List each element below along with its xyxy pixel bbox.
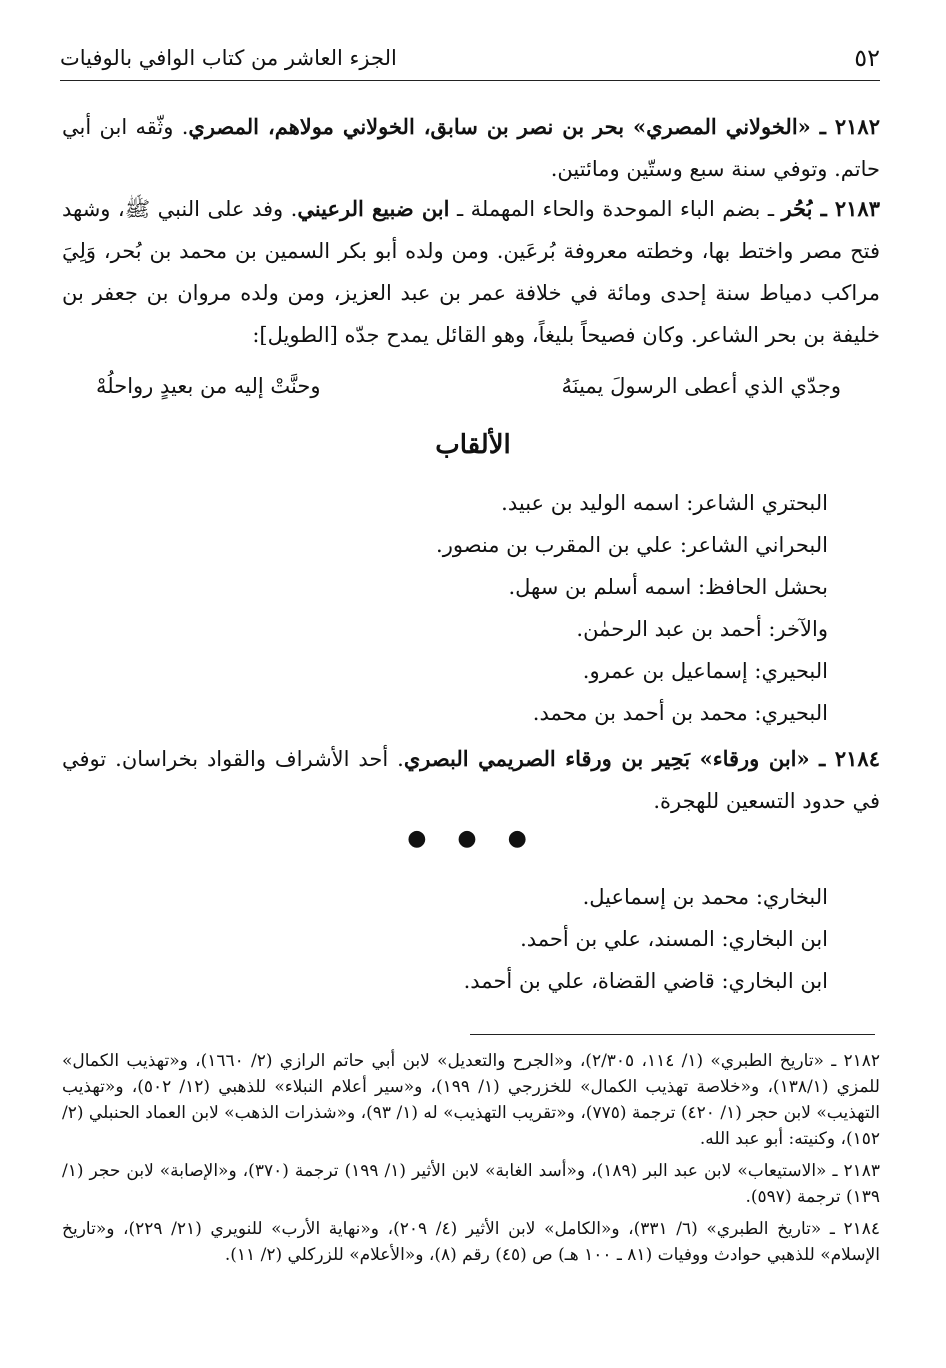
alias-item: بحشل الحافظ: اسمه أسلم بن سهل. bbox=[508, 575, 828, 599]
footnote-divider bbox=[470, 1034, 875, 1035]
entry-2183 bbox=[62, 188, 880, 356]
entry-2183-heading: ٢١٨٣ ـ بُحُر bbox=[781, 196, 880, 221]
footnote-2182: ٢١٨٢ ـ «تاريخ الطبري» (١/ ١١٤، ٢/٣٠٥)، و«الجرح والتعديل» لابن أبي حاتم الرازي (٢/ ١٦٦٠)، و«تهذيب الكمال» للمزي (١٣٨/١)، و«خلاصة تهذيب الكمال» للخزرجي (١/ ١٩٩)، و«سير أعلام النبلاء» للذهبي (١٢/ ٥٠٢)، و«تهذيب التهذيب» لابن حجر (١/ ٤٢٠) ترجمة (٧٧٥)، و«تقريب التهذيب» له (١/ ٩٣)، و«شذرات الذهب» لابن العماد الحنبلي (٢/ ١٥٢)، وكنيته: أبو عبد الله. bbox=[62, 1051, 880, 1149]
footnotes bbox=[62, 1048, 880, 1274]
page-number: ٥٢ bbox=[854, 44, 880, 72]
verse-second-hemistich: وحنَّتْ إليه من بعيدٍ رواحلُهْ bbox=[96, 374, 321, 398]
alias-item: البحيري: محمد بن أحمد بن محمد. bbox=[532, 701, 828, 725]
entry-2184-body: . أحد الأشراف والقواد بخراسان. توفي في حدود التسعين للهجرة. bbox=[62, 747, 880, 813]
verse-first-hemistich: وجدّي الذي أعطى الرسولَ يمينَهُ bbox=[561, 374, 841, 398]
entry-2183-body: . وفد على النبي ﷺ، وشهد فتح مصر واختط بها، وخطته معروفة بُرعَين. ومن ولده أبو بكر السمين بن محمد بن بُحر، وَلِيَ مراكب دمياط سنة إحدى ومائة في خلافة عمر بن عبد العزيز، ومن ولده مروان بن جعفر بن خليفة بن بحر الشاعر. وكان فصيحاً بليغاً، وهو القائل يمدح جدّه [الطويل]: bbox=[62, 197, 880, 347]
section-title: الألقاب bbox=[435, 430, 511, 460]
alias-item: ابن البخاري: قاضي القضاة، علي بن أحمد. bbox=[463, 969, 828, 993]
entry-2183-name: ابن ضبيع الرعيني bbox=[297, 196, 450, 221]
alias-item: البحراني الشاعر: علي بن المقرب بن منصور. bbox=[436, 533, 828, 557]
running-title: الجزء العاشر من كتاب الوافي بالوفيات bbox=[60, 46, 397, 70]
page-header bbox=[60, 40, 880, 81]
entry-2184-heading: ٢١٨٤ ـ «ابن ورقاء» بَحِير بن ورقاء الصريمي البصري bbox=[403, 746, 880, 771]
alias-item: ابن البخاري: المسند، علي بن أحمد. bbox=[520, 927, 828, 951]
entry-2182-heading: ٢١٨٢ ـ «الخولاني المصري» بحر بن نصر بن سابق، الخولاني مولاهم، المصري bbox=[188, 114, 880, 139]
alias-item: والآخر: أحمد بن عبد الرحمٰن. bbox=[576, 617, 828, 641]
section-separator: ● ● ● bbox=[407, 826, 539, 851]
entry-2184 bbox=[62, 738, 880, 822]
entry-2183-vocalization: ـ بضم الباء الموحدة والحاء المهملة ـ bbox=[449, 197, 782, 221]
alias-list-1 bbox=[308, 482, 828, 734]
entry-2182 bbox=[62, 106, 880, 190]
alias-item: البحتري الشاعر: اسمه الوليد بن عبيد. bbox=[501, 491, 828, 515]
poetry-verse bbox=[96, 370, 841, 412]
entry-2182-body: . وثّقه ابن أبي حاتم. وتوفي سنة سبع وستّين ومائتين. bbox=[62, 115, 880, 181]
alias-item: البحيري: إسماعيل بن عمرو. bbox=[582, 659, 828, 683]
footnote-2184: ٢١٨٤ ـ «تاريخ الطبري» (٦/ ٣٣١)، و«الكامل» لابن الأثير (٤/ ٢٠٩)، و«نهاية الأرب» للنويري (٢١/ ٢٢٩)، و«تاريخ الإسلام» للذهبي حوادث ووفيات (٨١ ـ ١٠٠ هـ) ص (٤٥) رقم (٨)، و«الأعلام» للزركلي (٢/ ١١). bbox=[62, 1219, 881, 1265]
footnote-2183: ٢١٨٣ ـ «الاستيعاب» لابن عبد البر (١٨٩)، و«أسد الغابة» لابن الأثير (١/ ١٩٩) ترجمة (٣٧٠)، و«الإصابة» لابن حجر (١/ ١٣٩) ترجمة (٥٩٧). bbox=[62, 1161, 880, 1207]
alias-item: البخاري: محمد بن إسماعيل. bbox=[582, 885, 828, 909]
alias-list-2 bbox=[308, 876, 828, 1002]
